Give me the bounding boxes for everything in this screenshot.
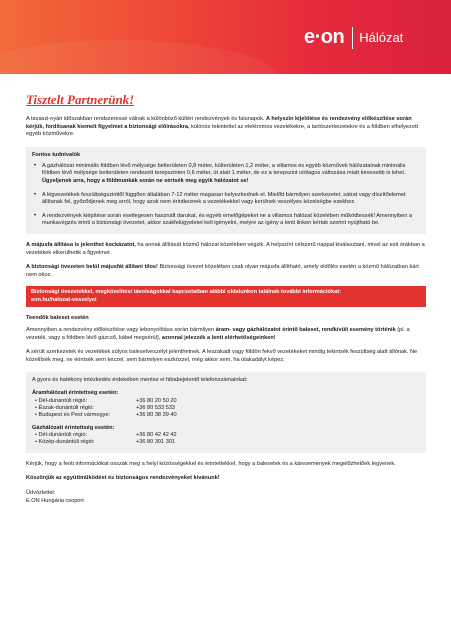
contacts-intro: A gyors és hatékony intézkedés érdekében mentse el hibabejelentő telefonszámainkat: bbox=[32, 376, 248, 383]
contact-region: • Dél-dunántúli régió: bbox=[35, 397, 88, 404]
gas-contacts bbox=[32, 425, 420, 447]
contact-region: • Budapest és Pest vármegye: bbox=[35, 412, 111, 419]
header-banner bbox=[0, 0, 451, 74]
safety-zone-text: Biztonsági övezet közelében csak olyan májusfa állítható, amely eldőlés esetén a közmű hálózatban kárt nem okoz. bbox=[26, 264, 419, 278]
accident-text-mid: (pl. a vezeték, vagy a földben lévő gázcső, kábel megsérül), bbox=[26, 327, 410, 341]
letter-body bbox=[26, 92, 426, 505]
contact-phone[interactable]: +36 80 533 533 bbox=[136, 404, 176, 411]
list-item-text: A rendezvények kiépítése során esetlegesen használt darukat, és egyéb emelőgépeket ne a villamos hálózat közelében működtessék! Amennyiben a munkavégzés érinti a biztonsági övezetet, akkor szakfelügyeletet kell igényelni, melyre az igény a lenti linken leírtak szerint nyújtható be. bbox=[42, 212, 413, 227]
contact-phone[interactable]: +36 80 42 42 42 bbox=[136, 432, 177, 439]
safety-zone-bold: A biztonsági övezeten belül májusfát állítani tilos! bbox=[26, 264, 158, 271]
contacts-box bbox=[26, 372, 426, 453]
maypole-text: ha annak állítását közmű hálózat közelében végzik. A helyszínt célszerű nappal kiválasztani, mivel az esti órákban a vezetékek elkerülhetik a figyelmet. bbox=[26, 241, 425, 256]
accident-text: Amennyiben a rendezvény előkészítése vagy lebonyolítása során bármilyen bbox=[26, 327, 216, 334]
eon-halozat-logo bbox=[304, 26, 403, 49]
logo-subtitle: Hálózat bbox=[359, 30, 404, 45]
accident-bold-cta: azonnal jelezzék a lenti elérhetőségeinken! bbox=[161, 334, 276, 341]
important-info-box bbox=[26, 147, 426, 234]
contact-region: • Közép-dunántúli régió: bbox=[35, 439, 95, 446]
intro-bold: A helyszín kijelölése és rendezvény előkészítése során kérjük, fordítsanak kiemelt figyelmet a biztonsági előírásokra, bbox=[26, 116, 412, 130]
contact-row bbox=[32, 405, 420, 412]
accident-bold: áram- vagy gázhálózatot érintő baleset, rendkívüli esemény történik bbox=[215, 327, 396, 334]
closing-thanks bbox=[26, 475, 426, 483]
contact-phone[interactable]: +36 80 20 50 20 bbox=[136, 397, 177, 404]
logo-brand: e·on bbox=[304, 26, 345, 48]
gas-contacts-title: Gázhálózati érintettség esetén: bbox=[32, 424, 115, 431]
header-decoration bbox=[0, 40, 280, 74]
damaged-lines-paragraph: A sérült szerkezetek és vezetékek súlyos balesetveszélyt jelenthetnek. A leszakadt vagy földön fekvő vezetékeket mindig tekintsék feszültség alatt állónak. Ne közelítsék meg, ne érintsék sem kézzel, sem bármilyen eszközzel, még akkor sem, ha útakadályt képez. bbox=[26, 349, 418, 363]
list-item bbox=[32, 192, 420, 207]
info-link-banner bbox=[26, 286, 426, 307]
logo-separator bbox=[352, 27, 353, 49]
maypole-bold: A májusfa állítása is jelenthet kockázatot, bbox=[26, 241, 136, 248]
contact-row bbox=[32, 412, 420, 419]
contact-row bbox=[32, 439, 420, 446]
intro-text: A tavaszi-nyári időszakban rendszeressé válnak a különböző kültéri rendezvények és falunapok. bbox=[26, 116, 267, 122]
contact-phone[interactable]: +36 80 38 39 40 bbox=[136, 412, 177, 419]
list-item bbox=[32, 213, 420, 228]
list-item-bold: Ügyeljenek arra, hogy a földmunkák során ne sértsék meg egyik hálózatot se! bbox=[42, 177, 249, 184]
list-item-text: A gázhálózat minimális földben lévő mélysége belterületen 0,8 méter, külterületen 1,2 méter, a villamos és egyéb közművek hálózatainak minimális földben lévő mélysége belterületen rendezett terepszinten 0,6 méter, út alatt 1 méter, de ez a terepszint utólagos változása miatt kevesebb is lehet. bbox=[42, 162, 406, 177]
contact-region: • Észak-dunántúli régió: bbox=[35, 404, 94, 411]
contact-phone[interactable]: +36 80 301 301 bbox=[136, 439, 176, 446]
contact-region: • Dél-dunántúli régió: bbox=[35, 432, 88, 439]
closing-signature: E.ON Hungária csoport bbox=[26, 497, 84, 504]
contact-row bbox=[32, 432, 420, 439]
closing-paragraph: Kérjük, hogy a fenti információkat osszák meg a helyi közösségekkel és érintettekkel, hogy a balesetek és a káresemények megelőzhetőek legyenek. bbox=[26, 460, 396, 467]
contact-row bbox=[32, 398, 420, 405]
important-info-list bbox=[32, 163, 420, 228]
intro-paragraph bbox=[26, 116, 426, 139]
closing-greeting: Üdvözlettel: bbox=[26, 489, 56, 496]
intro-text-rest: különös tekintettel az elektromos vezetékekre, a tartószerkezetekre és a földben elhelyezett egyéb közművekre. bbox=[26, 123, 419, 138]
info-link[interactable]: eon.hu/halozat-veszelyei bbox=[31, 296, 97, 303]
maypole-paragraph bbox=[26, 242, 426, 257]
list-item-text: A légvezetékek feszültségszinttől függően általában 7-12 méter magasan helyezkednek el. Mielőtt bármilyen szerkezetet, sátrat vagy díszítőelemet állítanak fel, győződjenek meg arról, hogy azok nem érintkeznek a vezetékekkel vagy kerülnek veszélyes közelségbe ezekhez. bbox=[42, 191, 406, 206]
accident-paragraph bbox=[26, 327, 426, 342]
closing-thanks-text: Köszönjük az együttműködést és biztonságos rendezvényeket kívánunk! bbox=[26, 475, 220, 482]
letter-title: Tisztelt Partnerünk! bbox=[26, 92, 135, 107]
safety-zone-paragraph bbox=[26, 264, 426, 279]
power-contacts bbox=[32, 390, 420, 419]
power-contacts-title: Áramhálózati érintettség esetén: bbox=[32, 390, 119, 397]
info-link-text: Biztonsági övezetekkel, megközelítési távolságokkal kapcsolatban alábbi oldalunkon találnak további információkat: bbox=[31, 289, 341, 296]
list-item bbox=[32, 163, 420, 186]
important-info-title: Fontos tudnivalók bbox=[32, 151, 81, 158]
accident-section-title: Teendők baleset esetén bbox=[26, 315, 89, 322]
